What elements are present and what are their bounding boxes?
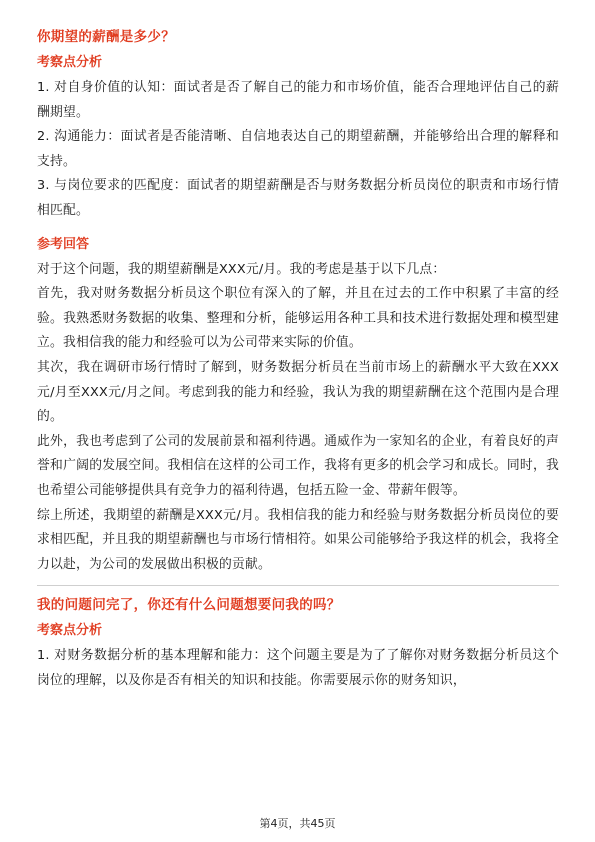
analysis-point: 3. 与岗位要求的匹配度：面试者的期望薪酬是否与财务数据分析员岗位的职责和市场行情相匹配。 bbox=[37, 178, 559, 218]
analysis-heading: 考察点分析 bbox=[37, 55, 103, 70]
question-title-questions: 我的问题问完了，你还有什么问题想要问我的吗？ bbox=[37, 597, 341, 614]
analysis-point: 1. 对财务数据分析的基本理解和能力：这个问题主要是为了了解你对财务数据分析员这个岗位的理解，以及你是否有相关的知识和技能。你需要展示你的财务知识， bbox=[37, 648, 559, 688]
answer-paragraph: 首先，我对财务数据分析员这个职位有深入的了解，并且在过去的工作中积累了丰富的经验。我熟悉财务数据的收集、整理和分析，能够运用各种工具和技术进行数据处理和模型建立。我相信我的能力和经验可以为公司带来实际的价值。 bbox=[37, 286, 559, 351]
analysis-heading: 考察点分析 bbox=[37, 623, 103, 639]
answer-paragraph: 其次，我在调研市场行情时了解到，财务数据分析员在当前市场上的薪酬水平大致在XXX元/月至XXX元/月之间。考虑到我的能力和经验，我认为我的期望薪酬在这个范围内是合理的。 bbox=[37, 359, 559, 425]
question-title-salary: 你期望的薪酬是多少？ bbox=[37, 29, 175, 45]
answer-paragraph: 此外，我也考虑到了公司的发展前景和福利待遇。通威作为一家知名的企业，有着良好的声誉和广阔的发展空间。我相信在这样的公司工作，我将有更多的机会学习和成长。同时，我也希望公司能够提供具有竞争力的福利待遇，包括五险一金、带薪年假等。 bbox=[37, 433, 559, 498]
answer-heading: 参考回答 bbox=[37, 236, 90, 252]
document-page bbox=[37, 22, 559, 693]
page-number: 第4页，共45页 bbox=[259, 817, 336, 830]
analysis-point: 2. 沟通能力：面试者是否能清晰、自信地表达自己的期望薪酬，并能够给出合理的解释和支持。 bbox=[37, 129, 559, 169]
section-divider bbox=[37, 585, 559, 586]
analysis-point: 1. 对自身价值的认知：面试者是否了解自己的能力和市场价值，能否合理地评估自己的薪酬期望。 bbox=[37, 80, 559, 120]
answer-paragraph: 综上所述，我期望的薪酬是XXX元/月。我相信我的能力和经验与财务数据分析员岗位的要求相匹配，并且我的期望薪酬也与市场行情相符。如果公司能够给予我这样的机会，我将全力以赴，为公司的发展做出积极的贡献。 bbox=[37, 507, 559, 572]
answer-paragraph: 对于这个问题，我的期望薪酬是XXX元/月。我的考虑是基于以下几点： bbox=[37, 261, 446, 277]
